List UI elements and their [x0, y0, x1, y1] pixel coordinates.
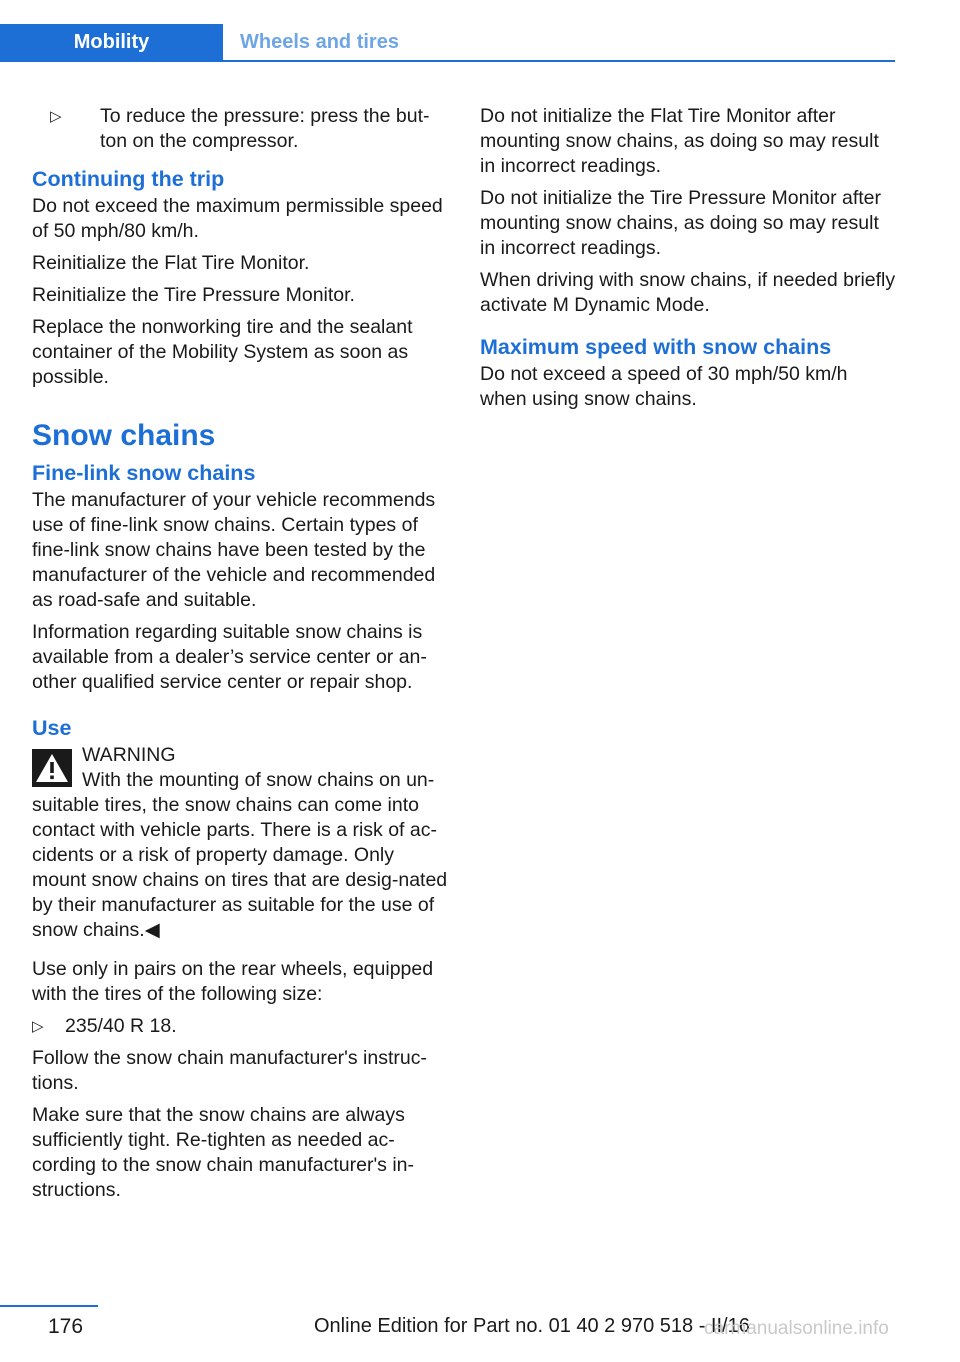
page-number: 176: [48, 1315, 84, 1338]
paragraph: Do not exceed the maximum permissible speed of 50 mph/80 km/h.: [32, 195, 443, 242]
paragraph: The manufacturer of your vehicle recommends use of fine-link snow chains. Certain types of fine-link snow chains have been tested by the manufacturer of the vehicle and recommended as road-safe and suitable.: [32, 489, 436, 611]
header-divider: [0, 60, 895, 62]
heading-use: Use: [32, 716, 72, 740]
paragraph: Do not initialize the Tire Pressure Monitor after mounting snow chains, as doing so may result in incorrect readings.: [480, 187, 882, 259]
bullet-item: [32, 1014, 450, 1039]
bullet-text: To reduce the pressure: press the but‐ton on the compressor.: [100, 105, 430, 152]
right-column: [480, 104, 896, 419]
warning-text: With the mounting of snow chains on un‐suitable tires, the snow chains can come into contact with vehicle parts. There is a risk of ac‐cidents or a risk of property damage. Only mount snow chains on tires that are desig‐nated by their manufacturer as suitable for the use of snow chains.◀: [32, 769, 448, 941]
heading-maximum-speed-with-snow-chains: Maximum speed with snow chains: [480, 335, 832, 359]
paragraph: Reinitialize the Flat Tire Monitor.: [32, 252, 310, 274]
tab-mobility[interactable]: Mobility: [0, 24, 223, 60]
footer-divider: [0, 1305, 98, 1307]
paragraph: Use only in pairs on the rear wheels, equipped with the tires of the following size:: [32, 958, 434, 1005]
paragraph: Do not initialize the Flat Tire Monitor after mounting snow chains, as doing so may result in incorrect readings.: [480, 105, 879, 177]
warning-title: WARNING: [82, 744, 176, 766]
edition-info: Online Edition for Part no. 01 40 2 970 518 - II/16: [314, 1315, 750, 1337]
header-tabbar: [0, 24, 895, 62]
paragraph: Do not exceed a speed of 30 mph/50 km/h when using snow chains.: [480, 363, 848, 410]
warning-triangle-icon: [32, 749, 72, 787]
triangle-bullet-icon: ▷: [32, 1018, 44, 1035]
paragraph: Make sure that the snow chains are always sufficiently tight. Re-tighten as needed ac‐cording to the snow chain manufacturer's in‐structions.: [32, 1104, 415, 1201]
warning-block: [32, 743, 450, 768]
tab-wheels-and-tires[interactable]: Wheels and tires: [240, 30, 399, 53]
bullet-item: [32, 104, 450, 154]
paragraph: When driving with snow chains, if needed briefly activate M Dynamic Mode.: [480, 269, 896, 316]
watermark: carmanualsonline.info: [704, 1318, 889, 1339]
heading-fine-link-snow-chains: Fine-link snow chains: [32, 461, 256, 485]
triangle-bullet-icon: ▷: [50, 108, 62, 125]
paragraph: Information regarding suitable snow chains is available from a dealer’s service center or an‐other qualified service center or repair shop.: [32, 621, 427, 693]
heading-snow-chains: Snow chains: [32, 419, 216, 452]
left-column: [32, 104, 450, 1210]
paragraph: Follow the snow chain manufacturer's instruc‐tions.: [32, 1047, 427, 1094]
paragraph: Replace the nonworking tire and the sealant container of the Mobility System as soon as possible.: [32, 316, 413, 388]
bullet-text: 235/40 R 18.: [65, 1015, 177, 1037]
paragraph: Reinitialize the Tire Pressure Monitor.: [32, 284, 355, 306]
heading-continuing-the-trip: Continuing the trip: [32, 167, 225, 191]
